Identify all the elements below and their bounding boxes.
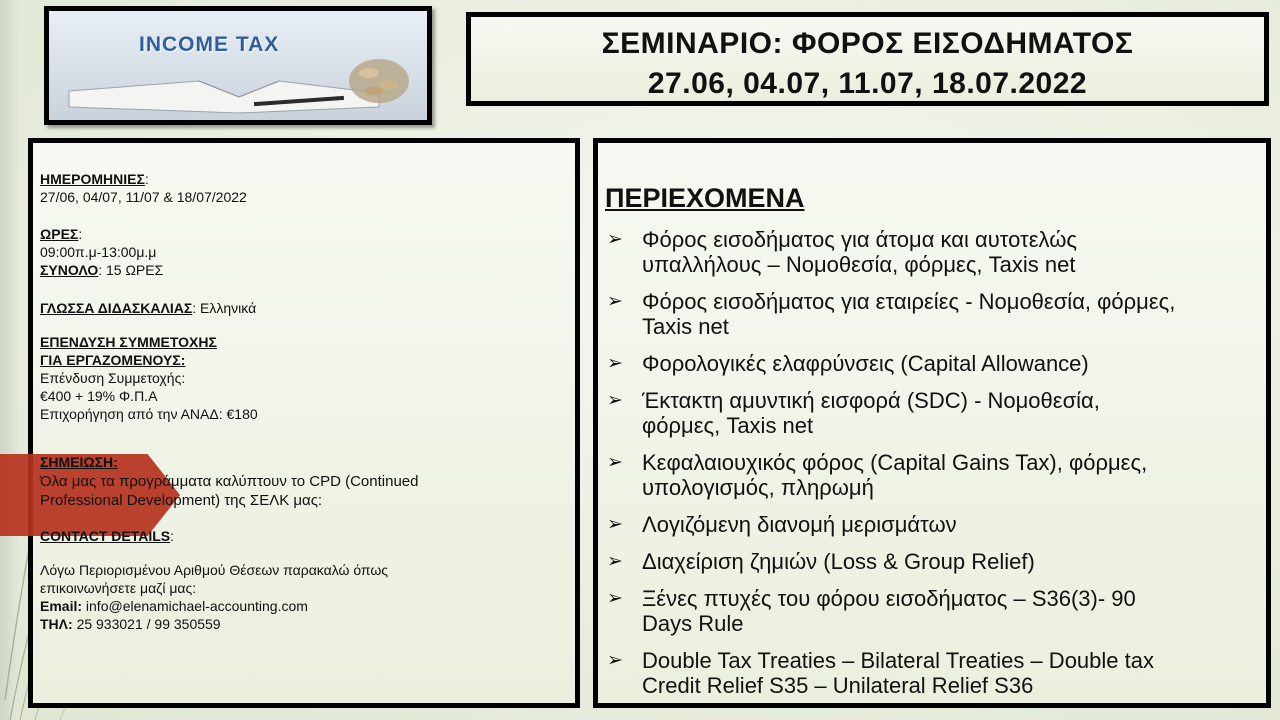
book-coins-image: [49, 11, 427, 120]
contents-item: [605, 450, 1265, 500]
arrow-bullet-icon: ➢: [607, 390, 623, 411]
fee-section: [40, 333, 258, 423]
contents-item-line2: φόρμες, Taxis net: [642, 413, 814, 438]
contents-item-line1: Φόρος εισοδήματος για άτομα και αυτοτελώς: [642, 227, 1077, 252]
contents-item-line1: Κεφαλαιουχικός φόρος (Capital Gains Tax), φόρμες,: [642, 450, 1148, 475]
language-label: ΓΛΩΣΣΑ ΔΙΔΑΣΚΑΛΙΑΣ: [40, 300, 193, 316]
arrow-bullet-icon: ➢: [607, 452, 623, 473]
fee-label-2: ΓΙΑ ΕΡΓΑΖΟΜΕΝΟΥΣ:: [40, 352, 186, 368]
contents-item: [605, 289, 1265, 339]
arrow-bullet-icon: ➢: [607, 588, 623, 609]
contact-section: [40, 561, 388, 633]
contents-item-line2: υπολογισμός, πληρωμή: [642, 475, 874, 500]
total-label: ΣΥΝΟΛΟ: [40, 262, 99, 278]
arrow-bullet-icon: ➢: [607, 353, 623, 374]
fee-line-3: Επιχορήγηση από την ΑΝΑΔ: €180: [40, 406, 258, 422]
contents-item: [605, 648, 1265, 698]
contact-header: CONTACT DETAILS:: [40, 528, 175, 544]
note-label: ΣΗΜΕΙΩΣΗ:: [40, 454, 118, 470]
logo-text: INCOME TAX: [139, 33, 280, 56]
contents-item-line1: Έκτακτη αμυντική εισφορά (SDC) - Νομοθεσία,: [642, 388, 1100, 413]
note-section: [40, 453, 418, 510]
fee-label-1: ΕΠΕΝΔΥΣΗ ΣΥΜΜΕΤΟΧΗΣ: [40, 334, 217, 350]
contents-item: [605, 388, 1265, 438]
language-section: ΓΛΩΣΣΑ ΔΙΔΑΣΚΑΛΙΑΣ: Ελληνικά: [40, 300, 257, 316]
contents-item-line1: Διαχείριση ζημιών (Loss & Group Relief): [642, 549, 1035, 574]
contents-item-line1: Double Tax Treaties – Bilateral Treaties – Double tax: [642, 648, 1154, 673]
contents-item: [605, 549, 1265, 574]
contents-item: [605, 586, 1265, 636]
fee-line-1: Επένδυση Συμμετοχής:: [40, 370, 186, 386]
phone-label: ΤΗΛ:: [40, 616, 73, 632]
arrow-bullet-icon: ➢: [607, 291, 623, 312]
contents-item: [605, 227, 1265, 277]
contents-item-line2: Taxis net: [642, 314, 729, 339]
contents-item-line2: υπαλλήλους – Νομοθεσία, φόρμες, Taxis net: [642, 252, 1076, 277]
total-value: 15 ΩΡΕΣ: [106, 262, 164, 278]
dates-value: 27/06, 04/07, 11/07 & 18/07/2022: [40, 189, 247, 205]
phone-value: 25 933021 / 99 350559: [76, 616, 221, 632]
arrow-bullet-icon: ➢: [607, 551, 623, 572]
contents-item-line2: Days Rule: [642, 611, 744, 636]
income-tax-logo: [44, 6, 432, 125]
contents-item-line2: Credit Relief S35 – Unilateral Relief S36: [642, 673, 1034, 698]
contents-item: [605, 512, 1265, 537]
contact-line-2: επικοινωνήσετε μαζί μας:: [40, 580, 197, 596]
contact-line-1: Λόγω Περιορισμένου Αριθμού Θέσεων παρακαλώ όπως: [40, 562, 389, 578]
arrow-bullet-icon: ➢: [607, 514, 623, 535]
contents-item: [605, 351, 1265, 376]
contact-label: CONTACT DETAILS: [40, 528, 171, 544]
hours-label: ΩΡΕΣ: [40, 226, 79, 242]
email-label: Email:: [40, 598, 83, 614]
arrow-bullet-icon: ➢: [607, 650, 623, 671]
seminar-title: ΣΕΜΙΝΑΡΙΟ: ΦΟΡΟΣ ΕΙΣΟΔΗΜΑΤΟΣ: [601, 27, 1134, 60]
language-value: Ελληνικά: [200, 300, 257, 316]
contents-item-line1: Φόρος εισοδήματος για εταιρείες - Νομοθεσία, φόρμες,: [642, 289, 1176, 314]
email-value[interactable]: info@elenamichael-accounting.com: [85, 598, 308, 614]
dates-label: ΗΜΕΡΟΜΗΝΙΕΣ: [40, 171, 145, 187]
contents-item-line1: Λογιζόμενη διανομή μερισμάτων: [642, 512, 957, 537]
contents-item-line1: Φορολογικές ελαφρύνσεις (Capital Allowance): [642, 351, 1089, 376]
contents-item-line1: Ξένες πτυχές του φόρου εισοδήματος – S36(3)- 90: [642, 586, 1136, 611]
seminar-title-box: [466, 12, 1269, 106]
hours-section: ΩΡΕΣ: 09:00π.μ-13:00μ.μ ΣΥΝΟΛΟ: 15 ΩΡΕΣ: [40, 226, 164, 278]
fee-line-2: €400 + 19% Φ.Π.Α: [40, 388, 158, 404]
hours-value: 09:00π.μ-13:00μ.μ: [40, 244, 157, 260]
contents-list: [605, 227, 1265, 710]
seminar-dates: 27.06, 04.07, 11.07, 18.07.2022: [647, 67, 1088, 100]
note-line-1: Όλα μας τα προγράμματα καλύπτουν το CPD (Continued: [40, 473, 419, 490]
contents-title: ΠΕΡΙΕΧΟΜΕΝΑ: [605, 183, 805, 213]
arrow-bullet-icon: ➢: [607, 229, 623, 250]
dates-section: ΗΜΕΡΟΜΗΝΙΕΣ: 27/06, 04/07, 11/07 & 18/07/2022: [40, 171, 247, 205]
note-line-2: Professional Development) της ΣΕΛΚ μας:: [40, 492, 323, 509]
